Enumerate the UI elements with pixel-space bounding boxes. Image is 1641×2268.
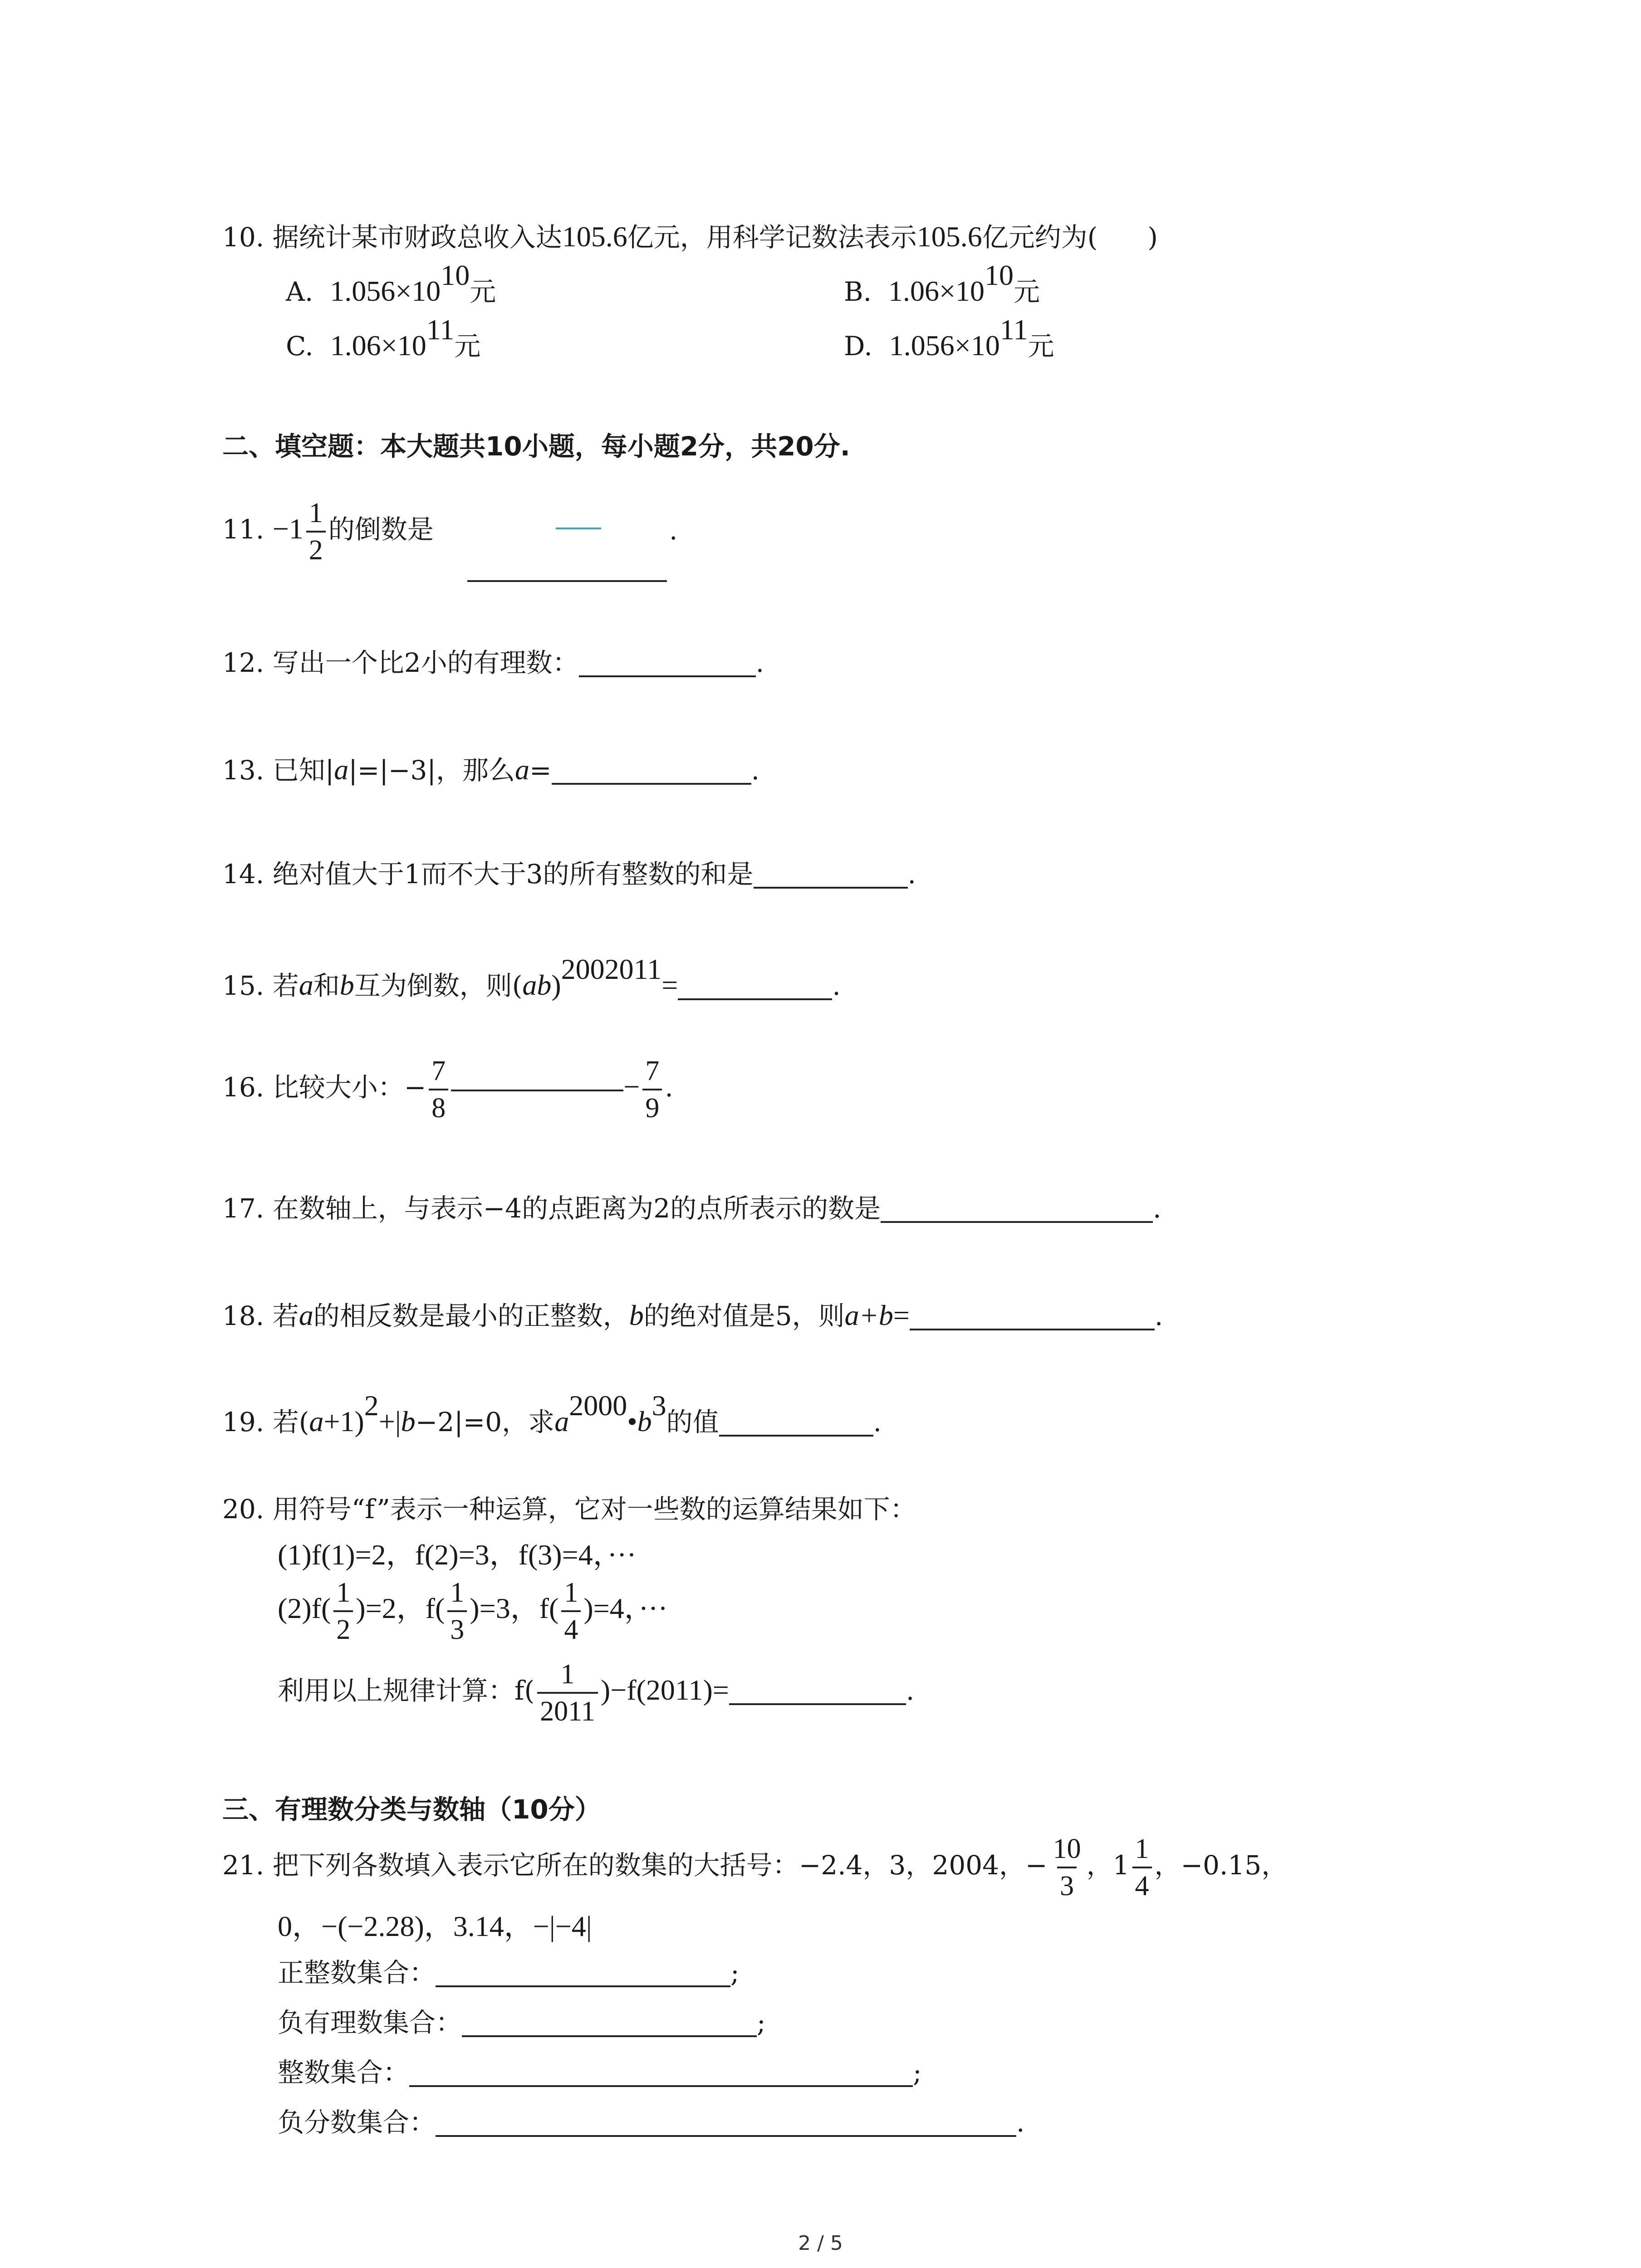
- question-21: 21. 把下列各数填入表示它所在的数集的大括号：−2.4，3，2004，− $\frac{10}{3}$ ，1 $\frac{1}{4}$ ，−0.15，: [222, 1833, 1288, 1901]
- question-20: 20. 用符号“f”表示一种运算，它对一些数的运算结果如下：: [222, 1494, 916, 1525]
- fraction: $\frac{1}{2}$: [306, 499, 326, 564]
- question-18: 18. 若a的相反数是最小的正整数，b的绝对值是5，则a+b= .: [222, 1299, 1163, 1331]
- answer-blank-17[interactable]: [881, 1219, 1153, 1223]
- answer-blank-20[interactable]: [729, 1701, 906, 1705]
- option-c[interactable]: C. $1.06\times 10^{11}$元: [286, 313, 481, 362]
- fraction-1-2: $\frac{1}{2}$: [333, 1579, 353, 1644]
- answer-blank-integers[interactable]: [409, 2083, 913, 2087]
- set-negative-fractions: 负分数集合： .: [278, 2107, 1025, 2138]
- page-number: 2 / 5: [798, 2232, 843, 2255]
- q20-compute: 利用以上规律计算：f( $\frac{1}{2011}$ )−f(2011)= .: [278, 1659, 915, 1727]
- answer-blank-negative-rationals[interactable]: [462, 2033, 757, 2037]
- answer-blank-14[interactable]: [754, 885, 908, 889]
- end-punct: .: [669, 515, 678, 546]
- option-b[interactable]: B. $1.06\times 10^{10}$元: [844, 259, 1040, 307]
- answer-blank-16[interactable]: [451, 1088, 623, 1091]
- fraction-1-2011: $\frac{1}{2011}$: [537, 1660, 598, 1725]
- question-13: 13. 已知|a|=|−3|，那么a= .: [222, 753, 760, 786]
- question-12: 12. 写出一个比2小的有理数： .: [222, 647, 764, 678]
- answer-blank-11[interactable]: [467, 578, 667, 582]
- question-number: 10.: [222, 222, 265, 253]
- q20-rule-1: (1)f(1)=2，f(2)=3，f(3)=4，···: [278, 1539, 637, 1571]
- decorative-line: [556, 528, 601, 529]
- answer-blank-negative-fractions[interactable]: [436, 2133, 1016, 2137]
- section-3-title: 三、有理数分类与数轴（10分）: [222, 1794, 601, 1825]
- fraction-7-9: $\frac{7}{9}$: [642, 1057, 662, 1122]
- fraction-7-8: $\frac{7}{8}$: [429, 1057, 448, 1122]
- option-d[interactable]: D. $1.056\times 10^{11}$元: [844, 313, 1054, 362]
- question-11: 11. −1 $\frac{1}{2}$ 的倒数是: [222, 498, 434, 566]
- answer-blank-19[interactable]: [719, 1433, 873, 1437]
- answer-blank-13[interactable]: [552, 781, 751, 785]
- answer-blank-12[interactable]: [579, 674, 756, 677]
- answer-blank-positive-integers[interactable]: [436, 1984, 730, 1987]
- set-integers: 整数集合： ;: [278, 2057, 922, 2088]
- question-16: 16. 比较大小：− $\frac{7}{8}$ − $\frac{7}{9}$ .: [222, 1056, 673, 1124]
- option-a[interactable]: A. $1.056\times 10^{10}$元: [286, 259, 496, 307]
- question-10: 10. 据统计某市财政总收入达105.6亿元，用科学记数法表示105.6亿元约为( ): [222, 220, 1158, 253]
- fraction-10-3: $\frac{10}{3}$: [1053, 1833, 1081, 1901]
- fraction-1-4: $\frac{1}{4}$: [561, 1579, 581, 1644]
- question-19: 19. 若$(a+1)^2+|b-2|=0$，求$a^{2000}•b^3$的值 .: [222, 1389, 882, 1437]
- fraction-1-4: $\frac{1}{4}$: [1132, 1835, 1152, 1900]
- question-17: 17. 在数轴上，与表示−4的点距离为2的点所表示的数是 .: [222, 1193, 1161, 1224]
- answer-blank-18[interactable]: [910, 1327, 1155, 1330]
- answer-blank-15[interactable]: [678, 997, 832, 1000]
- q20-rule-2: (2)f( $\frac{1}{2}$ )=2，f( $\frac{1}{3}$ )=3，f( $\frac{1}{4}$ )=4，···: [278, 1577, 668, 1645]
- question-15: 15. 若a和b互为倒数，则(ab)$^{2002011}$= .: [222, 953, 841, 1001]
- q21-numbers-line2: 0，−(−2.28)，3.14，−|−4|: [278, 1910, 592, 1942]
- set-positive-integers: 正整数集合： ;: [278, 1957, 740, 1988]
- set-negative-rationals: 负有理数集合： ;: [278, 2007, 766, 2038]
- fraction-1-3: $\frac{1}{3}$: [447, 1579, 467, 1644]
- section-2-title: 二、填空题：本大题共10小题，每小题2分，共20分.: [222, 431, 850, 462]
- question-14: 14. 绝对值大于1而不大于3的所有整数的和是 .: [222, 859, 916, 890]
